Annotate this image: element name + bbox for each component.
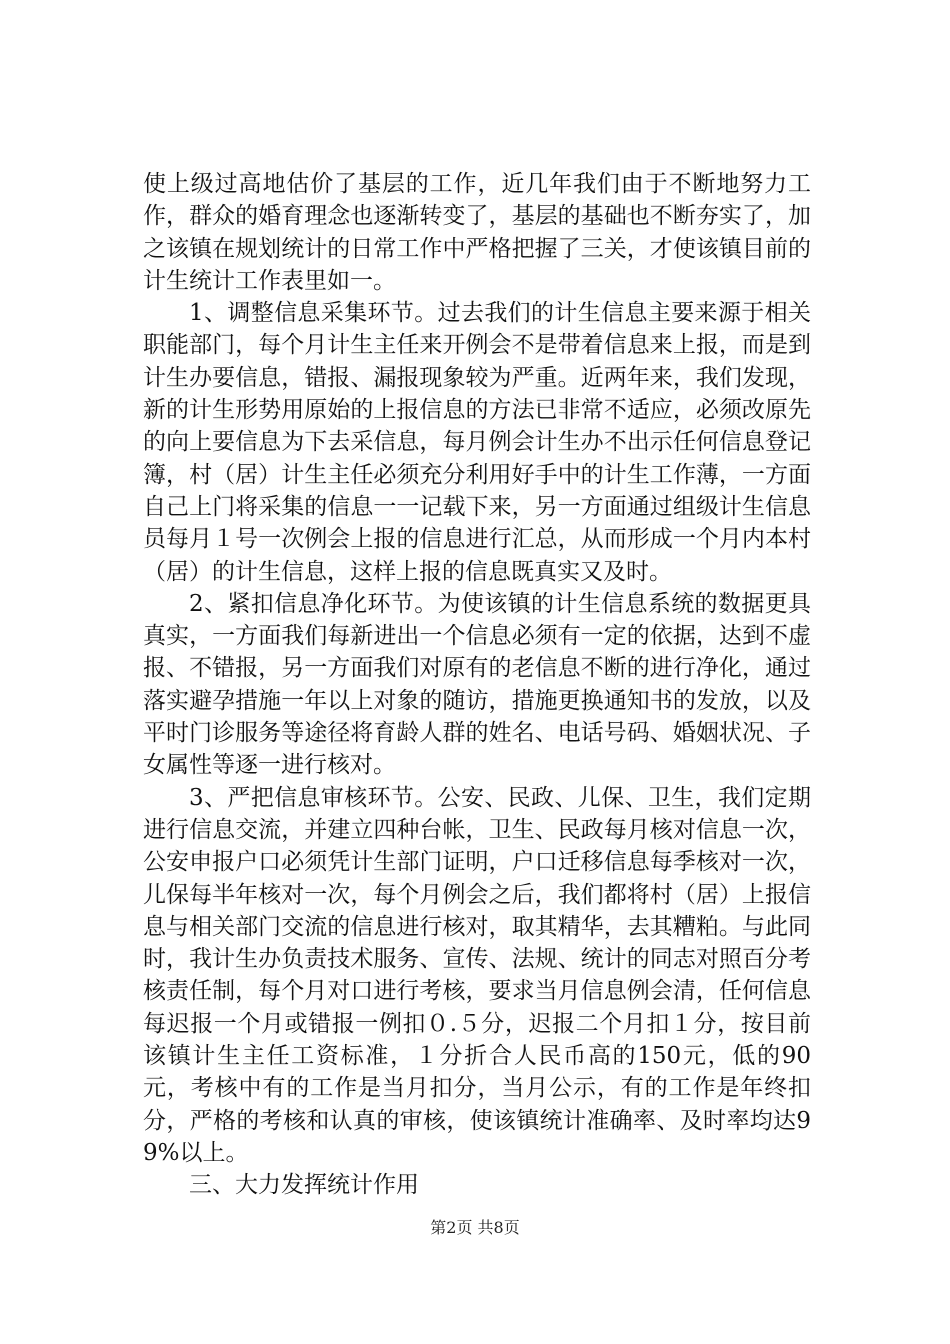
document-body <box>143 168 811 1202</box>
paragraph-info-collection: 1、调整信息采集环节。过去我们的计生信息主要来源于相关职能部门，每个月计生主任来开例会不是带着信息来上报，而是到计生办要信息，错报、漏报现象较为严重。近两年来，我们发现，新的计生形势用原始的上报信息的方法已非常不适应，必须改原先的向上要信息为下去采信息，每月例会计生办不出示任何信息登记簿，村（居）计生主任必须充分利用好手中的计生工作薄，一方面自己上门将采集的信息一一记载下来，另一方面通过组级计生信息员每月１号一次例会上报的信息进行汇总，从而形成一个月内本村（居）的计生信息，这样上报的信息既真实又及时。 <box>143 300 811 585</box>
paragraph-continuation: 使上级过高地估价了基层的工作，近几年我们由于不断地努力工作，群众的婚育理念也逐渐转变了，基层的基础也不断夯实了，加之该镇在规划统计的日常工作中严格把握了三关，才使该镇目前的计生统计工作表里如一。 <box>143 171 811 294</box>
paragraph-info-purification: 2、紧扣信息净化环节。为使该镇的计生信息系统的数据更具真实，一方面我们每新进出一个信息必须有一定的依据，达到不虚报、不错报，另一方面我们对原有的老信息不断的进行净化，通过落实避孕措施一年以上对象的随访，措施更换通知书的发放，以及平时门诊服务等途径将育龄人群的姓名、电话号码、婚姻状况、子女属性等逐一进行核对。 <box>143 590 811 779</box>
paragraph-info-review: 3、严把信息审核环节。公安、民政、儿保、卫生，我们定期进行信息交流，并建立四种台帐，卫生、民政每月核对信息一次，公安申报户口必须凭计生部门证明，户口迁移信息每季核对一次，儿保每半年核对一次，每个月例会之后，我们都将村（居）上报信息与相关部门交流的信息进行核对，取其精华，去其糟粕。与此同时，我计生办负责技术服务、宣传、法规、统计的同志对照百分考核责任制，每个月对口进行考核，要求当月信息例会清，任何信息每迟报一个月或错报一例扣０.５分，迟报二个月扣１分，按目前该镇计生主任工资标准，１分折合人民币高的150元，低的90元，考核中有的工作是当月扣分，当月公示，有的工作是年终扣分，严格的考核和认真的审核，使该镇统计准确率、及时率均达99%以上。 <box>143 784 811 1166</box>
section-heading: 三、大力发挥统计作用 <box>189 1172 419 1199</box>
page-footer: 第2页 共8页 <box>430 1218 520 1237</box>
